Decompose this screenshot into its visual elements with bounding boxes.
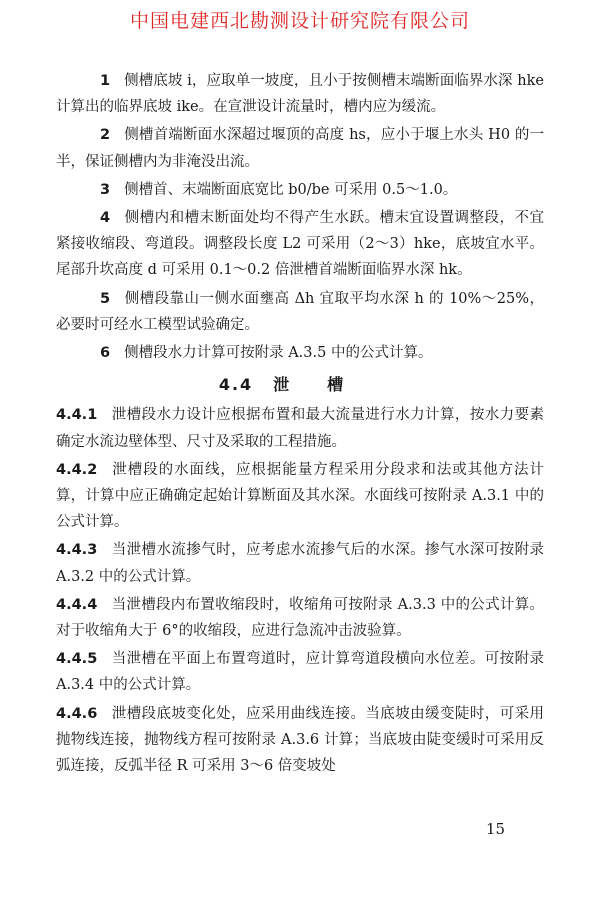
clause-4-4-1 (56, 402, 544, 454)
paragraph-number: 3 (100, 181, 111, 198)
clause-4-4-5 (56, 646, 544, 698)
paragraph-6 (56, 340, 544, 366)
clause-text: 当泄槽段内布置收缩段时，收缩角可按附录 A.3.3 中的公式计算。对于收缩角大于 6°的收缩段，应进行急流冲击波验算。 (56, 596, 544, 640)
paragraph-number: 4 (100, 210, 111, 227)
clause-text: 泄槽段水力设计应根据布置和最大流量进行水力计算，按水力要素确定水流边壁体型、尺寸及采取的工程措施。 (56, 407, 544, 450)
paragraph-5 (56, 286, 544, 338)
clause-text: 当泄槽水流掺气时，应考虑水流掺气后的水深。掺气水深可按附录 A.3.2 中的公式计算。 (56, 542, 544, 585)
paragraph-text: 侧槽首端断面水深超过堰顶的高度 hs，应小于堰上水头 H0 的一半，保证侧槽内为非淹没出流。 (56, 127, 544, 170)
paragraph-number: 5 (100, 290, 111, 307)
clause-4-4-2 (56, 457, 544, 536)
clause-text: 泄槽段底坡变化处，应采用曲线连接。当底坡由缓变陡时，可采用抛物线连接，抛物线方程可按附录 A.3.6 计算；当底坡由陡变缓时可采用反弧连接，反弧半径 R 可采用 3～6 倍变坡处 (56, 705, 544, 775)
clause-text: 泄槽段的水面线，应根据能量方程采用分段求和法或其他方法计算，计算中应正确确定起始计算断面及其水深。水面线可按附录 A.3.1 中的公式计算。 (56, 461, 544, 531)
paragraph-text: 侧槽内和槽末断面处均不得产生水跃。槽末宜设置调整段，不宜紧接收缩段、弯道段。调整段长度 L2 可采用（2～3）hke，底坡宜水平。尾部升坎高度 d 可采用 0.1～0.2 倍泄槽首端断面临界水深 hk。 (56, 210, 544, 279)
section-title: 泄槽 (273, 375, 382, 395)
paragraph-number: 6 (100, 345, 111, 362)
clause-4-4-6 (56, 701, 544, 780)
clause-4-4-3 (56, 537, 544, 589)
clause-number: 4.4.2 (56, 461, 98, 478)
paragraph-text: 侧槽段水力计算可按附录 A.3.5 中的公式计算。 (124, 345, 433, 362)
paragraph-number: 2 (100, 127, 111, 144)
paragraph-text: 侧槽段靠山一侧水面壅高 Δh 宜取平均水深 h 的 10%～25%，必要时可经水工模型试验确定。 (56, 290, 544, 333)
document-body (56, 68, 544, 781)
page-number: 15 (486, 820, 506, 838)
clause-number: 4.4.4 (56, 596, 98, 613)
clause-text: 当泄槽在平面上布置弯道时，应计算弯道段横向水位差。可按附录 A.3.4 中的公式计算。 (56, 651, 544, 694)
paragraph-3 (56, 177, 544, 203)
clause-4-4-4 (56, 592, 544, 644)
clause-number: 4.4.5 (56, 651, 98, 668)
paragraph-text: 侧槽首、末端断面底宽比 b0/be 可采用 0.5～1.0。 (124, 181, 458, 198)
watermark-text: 中国电建西北勘测设计研究院有限公司 (129, 10, 470, 32)
paragraph-number: 1 (100, 73, 111, 89)
section-number: 4.4 (218, 375, 254, 395)
paragraph-4 (56, 205, 544, 284)
section-heading (56, 372, 544, 398)
clause-number: 4.4.1 (56, 407, 98, 424)
paragraph-1 (56, 68, 544, 120)
paragraph-2 (56, 122, 544, 174)
clause-number: 4.4.3 (56, 542, 98, 559)
clause-number: 4.4.6 (56, 705, 98, 722)
paragraph-text: 侧槽底坡 i，应取单一坡度，且小于按侧槽末端断面临界水深 hke计算出的临界底坡 ike。在宣泄设计流量时，槽内应为缓流。 (56, 73, 544, 116)
